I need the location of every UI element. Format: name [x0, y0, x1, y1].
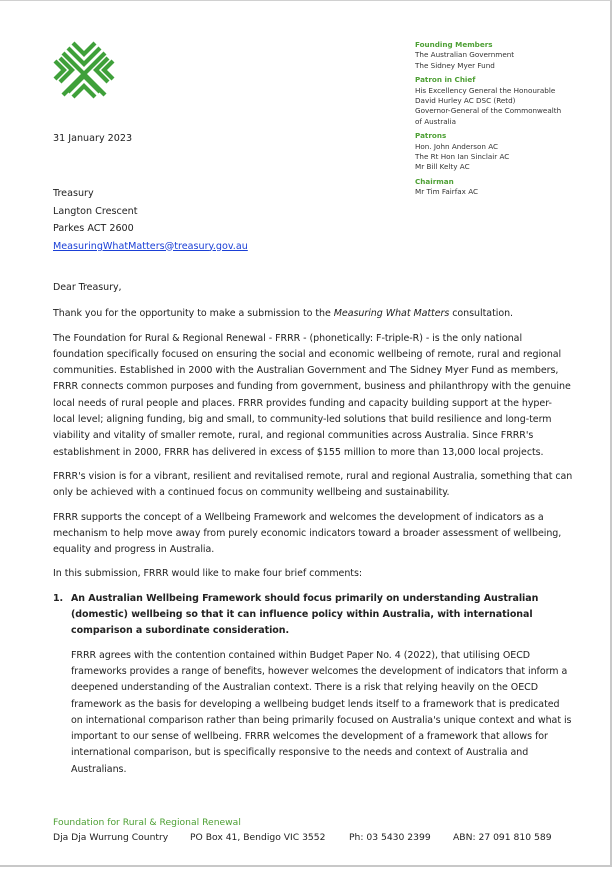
- sidebar-line: Mr Tim Fairfax AC: [415, 187, 479, 197]
- comment-content: [71, 591, 573, 786]
- paragraph-comments-intro: In this submission, FRRR would like to make four brief comments:: [53, 568, 363, 580]
- intro-paragraph: [53, 306, 573, 322]
- address-line: Parkes ACT 2600: [53, 223, 134, 234]
- sidebar-line: Hon. John Anderson AC: [415, 141, 499, 151]
- sidebar-line: The Australian Government: [415, 50, 515, 60]
- letter-footer: [53, 817, 593, 843]
- salutation: Dear Treasury,: [53, 282, 122, 293]
- sidebar-line: The Sidney Myer Fund: [415, 60, 495, 70]
- comment-heading: An Australian Wellbeing Framework should focus primarily on understanding Australian (domestic) wellbeing so that it can influence policy within Australia, with international comparison a subordinate consideration.: [71, 592, 539, 637]
- intro-text: Thank you for the opportunity to make a submission to the: [53, 308, 334, 320]
- patron-in-chief-group: [415, 75, 605, 127]
- frrr-logo-icon: [49, 35, 119, 105]
- paragraph-vision: FRRR's vision is for a vibrant, resilient and revitalised remote, rural and regional Australia, something that can only be achieved with a continued focus on community wellbeing and sustainability.: [53, 470, 573, 499]
- sidebar-line: of Australia: [415, 116, 457, 126]
- intro-text-suffix: consultation.: [449, 308, 514, 320]
- recipient-address: [53, 185, 248, 255]
- patrons-group: [415, 131, 605, 173]
- chairman-group: [415, 177, 605, 198]
- letter-date: 31 January 2023: [53, 133, 133, 144]
- address-line: Treasury: [53, 188, 94, 199]
- comment-item: [53, 591, 573, 786]
- footer-org-name: Foundation for Rural & Regional Renewal: [53, 817, 241, 828]
- sidebar-line: The Rt Hon Ian Sinclair AC: [415, 152, 510, 162]
- sidebar-line: David Hurley AC DSC (Retd): [415, 96, 516, 106]
- sidebar-line: Governor-General of the Commonwealth: [415, 106, 562, 116]
- comment-body: FRRR agrees with the contention contained within Budget Paper No. 4 (2022), that utilising OECD frameworks provides a range of benefits, however welcomes the development of indicators that inform a deepened understanding of the Australian context. There is a risk that relying heavily on the OECD framework as the basis for developing a wellbeing budget lends itself to a framework that is predicated on international comparison rather than being primarily focused on Australia's unique context and what is important to our sense of wellbeing. FRRR welcomes the development of a framework that allows for international comparison, but is specifically responsive to the needs and context of Australia and Australians.: [71, 649, 572, 775]
- footer-contact-row: [53, 832, 593, 843]
- footer-location: Dja Dja Wurrung Country: [53, 832, 169, 843]
- sidebar-heading: Founding Members: [415, 40, 493, 49]
- footer-abn: ABN: 27 091 810 589: [453, 832, 552, 843]
- comment-number: 1.: [53, 592, 64, 604]
- paragraph-support: FRRR supports the concept of a Wellbeing Framework and welcomes the development of indicators as a mechanism to help move away from purely economic indicators toward a broader assessment of wellbeing, equality and progress in Australia.: [53, 511, 562, 556]
- address-line: Langton Crescent: [53, 205, 138, 217]
- sidebar-line: His Excellency General the Honourable: [415, 85, 556, 95]
- paragraph-about-frrr: The Foundation for Rural & Regional Renewal - FRRR - (phonetically: F-triple-R) - is the only national foundation specifically focused on ensuring the social and economic wellbeing of remote, rural and regional communities. Established in 2000 with the Australian Government and The Sidney Myer Fund as members, FRRR connects common purposes and funding from government, business and philanthropy with the genuine local needs of rural people and places. FRRR provides funding and capacity building support at the hyper-local level; aligning funding, big and small, to community-led solutions that build resilience and long-term viability and vitality of smaller remote, rural, and regional communities across Australia. Since FRRR's establishment in 2000, FRRR has delivered in excess of $155 million to more than 13,000 local projects.: [53, 332, 571, 458]
- recipient-email-link[interactable]: MeasuringWhatMatters@treasury.gov.au: [53, 240, 248, 252]
- letter-body: [53, 280, 573, 786]
- letterhead-sidebar: [415, 40, 605, 202]
- footer-phone: Ph: 03 5430 2399: [349, 832, 431, 843]
- footer-postal: PO Box 41, Bendigo VIC 3552: [190, 832, 326, 843]
- sidebar-heading: Patron in Chief: [415, 75, 476, 85]
- sidebar-heading: Chairman: [415, 176, 454, 186]
- founding-members-group: [415, 40, 605, 71]
- sidebar-heading: Patrons: [415, 131, 447, 141]
- sidebar-line: Mr Bill Kelty AC: [415, 162, 470, 172]
- consultation-name: Measuring What Matters: [333, 308, 450, 320]
